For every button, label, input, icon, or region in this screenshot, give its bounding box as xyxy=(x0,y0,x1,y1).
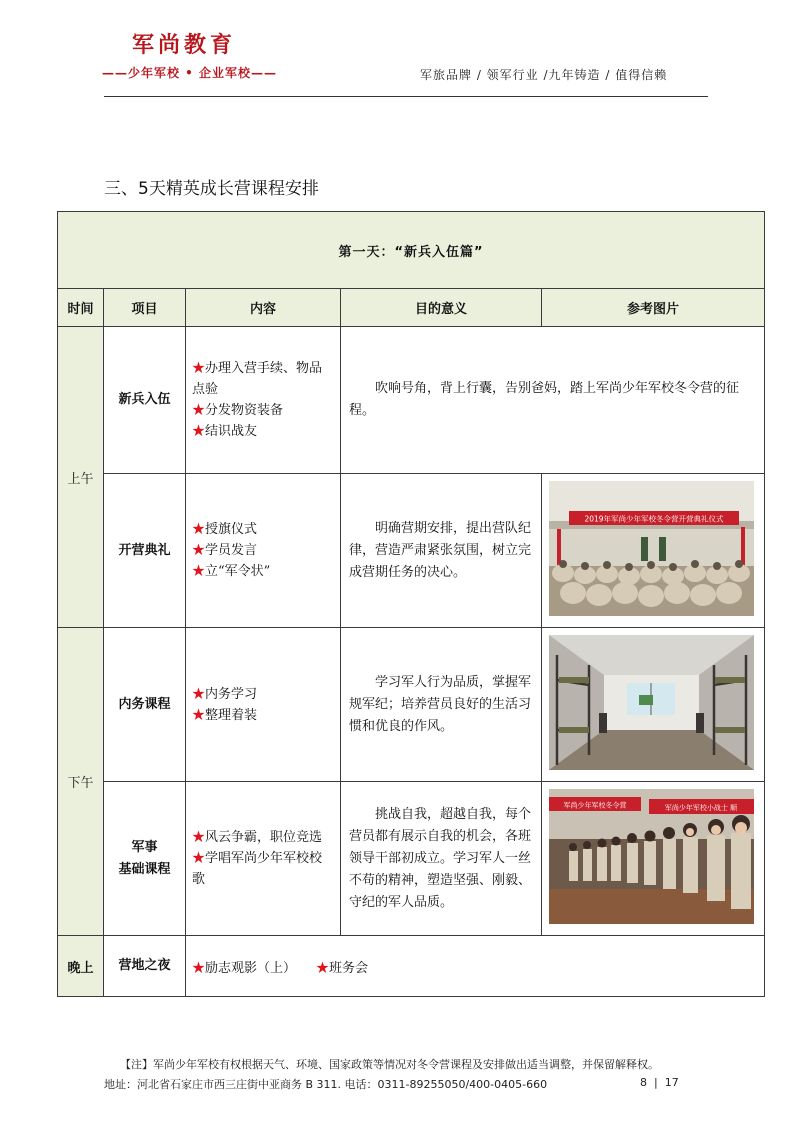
star-icon: ★ xyxy=(192,424,206,439)
period-morning: 上午 xyxy=(58,327,104,628)
star-icon: ★ xyxy=(192,564,206,579)
content-line: ★授旗仪式 xyxy=(192,522,258,537)
page-header xyxy=(0,0,800,100)
item-label: 内务课程 xyxy=(104,628,186,782)
brand-tagline: ——少年军校 • 企业军校—— xyxy=(102,66,278,80)
svg-text:军尚少年军校冬令营: 军尚少年军校冬令营 xyxy=(563,801,627,810)
opening-ceremony-photo xyxy=(549,481,754,616)
column-header-content: 内容 xyxy=(186,289,341,327)
column-header-purpose: 目的意义 xyxy=(341,289,542,327)
star-icon: ★ xyxy=(192,543,206,558)
item-label: 军事 基础课程 xyxy=(104,782,186,936)
table-row xyxy=(58,782,765,936)
item-label: 新兵入伍 xyxy=(104,327,186,474)
column-header-time: 时间 xyxy=(58,289,104,327)
header-divider xyxy=(104,96,708,97)
purpose-cell: 学习军人行为品质，掌握军规军纪；培养营员良好的生活习惯和优良的作风。 xyxy=(341,628,542,782)
photo-cell xyxy=(542,474,765,628)
content-cell xyxy=(186,327,341,474)
item-label: 开营典礼 xyxy=(104,474,186,628)
content-line: ★风云争霸，职位竞选 xyxy=(192,830,323,845)
brand-logo-title: 军尚教育 xyxy=(132,32,237,58)
content-line: ★结识战友 xyxy=(192,424,258,439)
table-row xyxy=(58,327,765,474)
header-slogan: 军旅品牌 / 领军行业 /九年铸造 / 值得信赖 xyxy=(420,68,668,82)
content-cell xyxy=(186,474,341,628)
purpose-cell: 吹响号角，背上行囊，告别爸妈，踏上军尚少年军校冬令营的征程。 xyxy=(341,327,765,474)
photo-cell xyxy=(542,628,765,782)
star-icon: ★ xyxy=(192,960,206,976)
star-icon: ★ xyxy=(192,707,206,723)
column-header-item: 项目 xyxy=(104,289,186,327)
dormitory-photo xyxy=(549,635,754,770)
page-number: 8 | 17 xyxy=(640,1076,679,1089)
star-icon: ★ xyxy=(192,830,206,845)
day-title: 第一天：“新兵入伍篇” xyxy=(58,212,765,289)
star-icon: ★ xyxy=(192,361,206,376)
footer-address: 地址：河北省石家庄市西三庄街中亚商务 B 311. 电话：0311-89255050/400-0405-660 xyxy=(104,1078,548,1091)
column-header-photo: 参考图片 xyxy=(542,289,765,327)
content-line: ★内务学习 xyxy=(192,686,258,702)
svg-text:军尚少年军校小战士 顺: 军尚少年军校小战士 顺 xyxy=(664,804,738,812)
content-line: ★分发物资装备 xyxy=(192,403,284,418)
star-icon: ★ xyxy=(192,686,206,702)
schedule-table xyxy=(57,211,765,997)
content-line: ★立“军令状” xyxy=(192,564,271,579)
military-training-photo xyxy=(549,789,754,924)
content-line: ★整理着装 xyxy=(192,707,258,723)
item-label: 营地之夜 xyxy=(104,936,186,997)
star-icon: ★ xyxy=(192,522,206,537)
star-icon: ★ xyxy=(316,960,330,976)
table-row xyxy=(58,474,765,628)
content-line: ★办理入营手续、物品点验 xyxy=(192,361,323,397)
table-header-row xyxy=(58,289,765,327)
purpose-cell: 明确营期安排，提出营队纪律，营造严肃紧张氛围，树立完成营期任务的决心。 xyxy=(341,474,542,628)
footer-note: 【注】军尚少年军校有权根据天气、环境、国家政策等情况对冬令营课程及安排做出适当调整，并保留解释权。 xyxy=(120,1058,659,1071)
content-line: ★学员发言 xyxy=(192,543,258,558)
star-icon: ★ xyxy=(192,403,206,418)
content-line: ★学唱军尚少年军校校歌 xyxy=(192,851,323,887)
period-afternoon: 下午 xyxy=(58,628,104,936)
content-cell: ★励志观影（上） ★班务会 xyxy=(186,936,765,997)
table-row xyxy=(58,628,765,782)
content-cell xyxy=(186,628,341,782)
period-evening: 晚上 xyxy=(58,936,104,997)
purpose-cell: 挑战自我，超越自我，每个营员都有展示自我的机会，各班领导干部初成立。学习军人一丝不苟的精神，塑造坚强、刚毅、守纪的军人品质。 xyxy=(341,782,542,936)
content-cell xyxy=(186,782,341,936)
svg-text:2019年军尚少年军校冬令营开营典礼仪式: 2019年军尚少年军校冬令营开营典礼仪式 xyxy=(584,514,724,524)
photo-cell xyxy=(542,782,765,936)
table-row xyxy=(58,936,765,997)
section-title: 三、5天精英成长营课程安排 xyxy=(104,179,319,199)
star-icon: ★ xyxy=(192,851,206,866)
